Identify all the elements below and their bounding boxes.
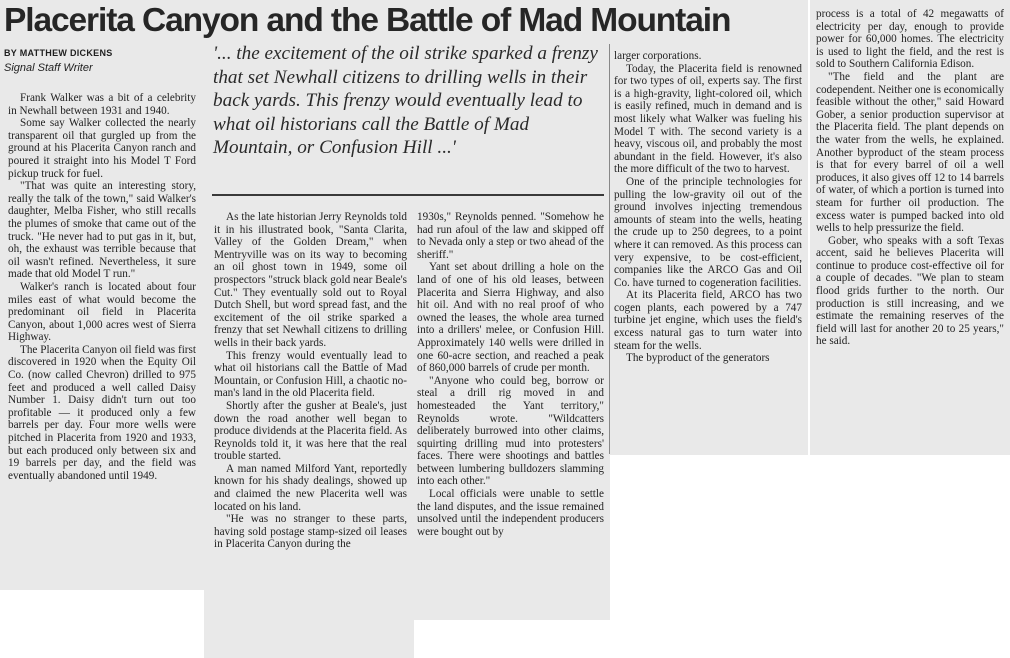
paragraph: Gober, who speaks with a soft Texas accent, said he believes Placerita will continue to produce cost-effective oil for a couple of decades. "We plan to steam flood grids further to the north. Our production is still increasing, and we estimate the remaining reserves of the field will last for another 20 to 25 years," he said. [816, 234, 1004, 348]
article-column-2 [214, 211, 407, 551]
paragraph: Some say Walker collected the nearly transparent oil that gurgled up from the ground at his Placerita Canyon ranch and poured it straight into his Model T Ford pickup truck for fuel. [8, 117, 196, 180]
paragraph: Yant set about drilling a hole on the land of one of his old leases, between Placerita and Sierra Highway, and also hit oil. And with no real proof of who owned the leases, the whole area turned into a drillers' melee, or Confusion Hill. Approximately 140 wells were drilled in one 60-acre section, and reached a peak of 860,000 barrels of crude per month. [417, 261, 604, 375]
article-column-4 [614, 50, 802, 365]
paragraph: A man named Milford Yant, reportedly known for his shady dealings, showed up and claimed the new Placerita well was located on his land. [214, 462, 407, 513]
column-divider [609, 44, 610, 454]
paragraph: Local officials were unable to settle the land disputes, and the issue remained unsolved until the independent producers were bought out by [417, 488, 604, 538]
pull-quote: '... the excitement of the oil strike sparked a frenzy that set Newhall citizens to drilling wells in their back yards. This frenzy would eventually lead to what oil historians call the Battle of Mad Mountain, or Confusion Hill ...' [213, 43, 598, 159]
paragraph: Today, the Placerita field is renowned for two types of oil, experts say. The first is a high-gravity, light-colored oil, which is easily refined, much in demand and is most likely what Walker was fueling his Model T with. The second variety is a heavy, viscous oil, and probably the most abundant in the field. However, it's also the more difficult of the two to harvest. [614, 62, 802, 176]
paragraph: 1930s," Reynolds penned. "Somehow he had run afoul of the law and skipped off to Nevada only a step or two ahead of the sheriff." [417, 211, 604, 261]
paragraph: "The field and the plant are codependent. Neither one is economically feasible without the other," said Howard Gober, a senior production supervisor at the Placerita field. The plant depends on the water from the wells, he explained. Another byproduct of the steam process is that for every barrel of oil a well produces, it also gives off 12 to 14 barrels of water, of which a portion is turned into steam for further oil production. The excess water is pumped backed into old wells to help pressurize the field. [816, 70, 1004, 235]
paragraph: "He was no stranger to these parts, having sold postage stamp-sized oil leases in Placerita Canyon during the [214, 513, 407, 551]
paragraph: Shortly after the gusher at Beale's, just down the road another well began to produce dividends at the Placerita field. As Reynolds told it, it was here that the real trouble started. [214, 399, 407, 463]
paragraph: "That was quite an interesting story, really the talk of the town," said Walker's daughter, Melba Fisher, who still recalls the plumes of smoke that came out of the truck. "He never had to put gas in it, but, oh, the exhaust was terrible because that oil wasn't refined. Nevertheless, it sure made that old Model T run." [8, 180, 196, 281]
paragraph: "Anyone who could beg, borrow or steal a drill rig moved in and homesteaded the Yant territory," Reynolds wrote. "Wildcatters deliberately burrowed into other claims, squirting drilling mud into protesters' faces. There were shootings and battles between lumbering bulldozers slamming into each other." [417, 374, 604, 488]
paragraph: One of the principle technologies for pulling the low-gravity oil out of the ground involves injecting tremendous amounts of steam into the wells, heating the crude up to 250 degrees, to a point where it can removed. As this process can very expensive, to be cost-efficient, companies like the ARCO Gas and Oil Co. have turned to cogeneration facilities. [614, 175, 802, 289]
paragraph: Frank Walker was a bit of a celebrity in Newhall between 1931 and 1940. [8, 92, 196, 117]
paragraph: Walker's ranch is located about four miles east of what would become the predominant oil field in Placerita Canyon, about 1,000 acres west of Sierra Highway. [8, 280, 196, 344]
article-column-1 [8, 92, 196, 482]
paragraph: At its Placerita field, ARCO has two cogen plants, each powered by a 747 turbine jet engine, which uses the field's excess natural gas to turn water into steam for the wells. [614, 289, 802, 352]
paragraph: larger corporations. [614, 50, 702, 62]
headline: Placerita Canyon and the Battle of Mad Mountain [4, 2, 731, 39]
paragraph: process is a total of 42 megawatts of electricity per day, enough to provide power for 60,000 homes. The electricity is used to light the field, and the rest is sold to Southern California Edison. [816, 8, 1004, 71]
byline-title: Signal Staff Writer [4, 62, 93, 74]
paragraph: As the late historian Jerry Reynolds told it in his illustrated book, "Santa Clarita, Valley of the Golden Dream," when Mentryville was on its way to becoming an oil ghost town in 1949, some oil prospectors "struck black gold near Beale's Cut." They eventually sold out to Royal Dutch Shell, but word spread fast, and the excitement of the oil strike sparked a frenzy that set Newhall citizens to drilling wells in their back yards. [214, 211, 407, 349]
paragraph: The byproduct of the generators [626, 352, 770, 365]
article-column-3 [417, 211, 604, 538]
pull-quote-rule [212, 194, 604, 196]
article-column-5 [816, 8, 1004, 348]
byline-author: BY MATTHEW DICKENS [4, 48, 113, 58]
paragraph: The Placerita Canyon oil field was first discovered in 1920 when the Equity Oil Co. (now called Chevron) drilled to 975 feet and produced a well called Daisy Number 1. Daisy didn't turn out too profitable — it produced only a few barrels per day. Four more wells were pitched in Placerita from 1920 and 1933, but each produced only between six and 19 barrels per day, and the field was eventually abandoned until 1949. [8, 343, 196, 482]
paragraph: This frenzy would eventually lead to what oil historians call the Battle of Mad Mountain, or Confusion Hill, a chaotic no-man's land in the old Placerita field. [214, 349, 407, 400]
